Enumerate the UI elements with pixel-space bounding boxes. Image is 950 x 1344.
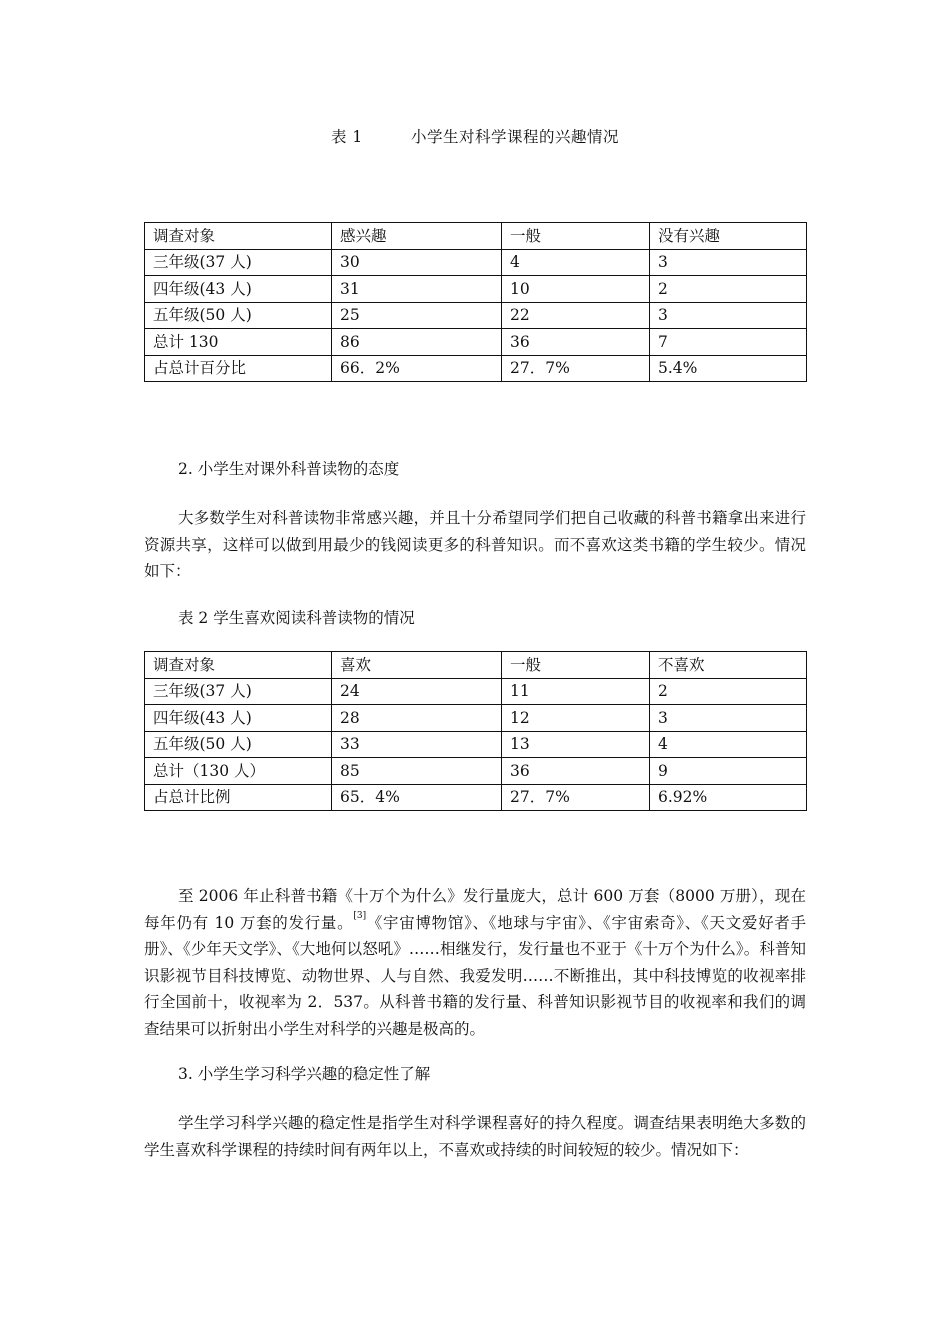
table1-caption-title: 小学生对科学课程的兴趣情况 <box>410 128 619 146</box>
table-cell: 27．7% <box>502 355 650 382</box>
table-cell: 五年级(50 人) <box>145 731 332 758</box>
table-cell: 13 <box>502 731 650 758</box>
section2-heading: 2. 小学生对课外科普读物的态度 <box>178 460 400 478</box>
reading-table <box>144 651 807 811</box>
table-cell: 66．2% <box>332 355 502 382</box>
table-cell: 占总计比例 <box>145 784 332 811</box>
header-cell: 喜欢 <box>332 652 502 679</box>
table-cell: 总计（130 人） <box>145 758 332 785</box>
table-cell: 2 <box>650 276 807 303</box>
table-cell: 24 <box>332 678 502 705</box>
table-row <box>145 784 807 811</box>
table-row <box>145 355 807 382</box>
table-row <box>145 302 807 329</box>
table-cell: 36 <box>502 329 650 356</box>
table-cell: 25 <box>332 302 502 329</box>
paragraph-3-part2: 《宇宙博物馆》、《地球与宇宙》、《宇宙索奇》、《天文爱好者手册》、《少年天文学》、《大地何以怒吼》……相继发行，发行量也不亚于《十万个为什么》。科普知识影视节目科技博览、动物世界、人与自然、我爱发明……不断推出，其中科技博览的收视率排行全国前十，收视率为 2．537。从科普书籍的发行量、科普知识影视节目的收视率和我们的调查结果可以折射出小学生对科学的兴趣是极高的。 <box>144 913 806 1038</box>
table-cell: 65．4% <box>332 784 502 811</box>
table1-caption <box>0 125 950 147</box>
table-cell: 4 <box>650 731 807 758</box>
table-cell: 7 <box>650 329 807 356</box>
table-cell: 10 <box>502 276 650 303</box>
header-cell: 感兴趣 <box>332 223 502 250</box>
table1-caption-label: 表 1 <box>330 128 363 146</box>
table-cell: 4 <box>502 249 650 276</box>
table-cell: 3 <box>650 302 807 329</box>
table-cell: 四年级(43 人) <box>145 276 332 303</box>
table-cell: 9 <box>650 758 807 785</box>
table-cell: 22 <box>502 302 650 329</box>
table-cell: 三年级(37 人) <box>145 678 332 705</box>
table-cell: 占总计百分比 <box>145 355 332 382</box>
paragraph-3-part1: 至 2006 年止科普书籍《十万个为什么》发行量庞大，总计 600 万套（8000 万册），现在每年仍有 10 万套的发行量。 <box>144 887 806 932</box>
interest-table <box>144 222 807 382</box>
table-cell: 28 <box>332 705 502 732</box>
table-cell: 三年级(37 人) <box>145 249 332 276</box>
table-cell: 四年级(43 人) <box>145 705 332 732</box>
table-row <box>145 705 807 732</box>
table-cell: 2 <box>650 678 807 705</box>
table-cell: 3 <box>650 249 807 276</box>
table-cell: 30 <box>332 249 502 276</box>
table-cell: 五年级(50 人) <box>145 302 332 329</box>
paragraph-3 <box>144 883 806 1042</box>
header-cell: 一般 <box>502 223 650 250</box>
header-cell: 调查对象 <box>145 652 332 679</box>
table-cell: 33 <box>332 731 502 758</box>
table-cell: 31 <box>332 276 502 303</box>
header-cell: 一般 <box>502 652 650 679</box>
table-cell: 86 <box>332 329 502 356</box>
table-row <box>145 329 807 356</box>
table-row <box>145 731 807 758</box>
table-cell: 总计 130 <box>145 329 332 356</box>
table-cell: 27．7% <box>502 784 650 811</box>
table-cell: 6.92% <box>650 784 807 811</box>
section3-heading: 3. 小学生学习科学兴趣的稳定性了解 <box>178 1065 431 1083</box>
table-row <box>145 678 807 705</box>
table-row <box>145 249 807 276</box>
table-cell: 12 <box>502 705 650 732</box>
table-cell: 3 <box>650 705 807 732</box>
table2-caption: 表 2 学生喜欢阅读科普读物的情况 <box>178 609 415 627</box>
header-cell: 不喜欢 <box>650 652 807 679</box>
citation-ref[interactable]: [3] <box>353 910 367 921</box>
table-row <box>145 276 807 303</box>
table-cell: 5.4% <box>650 355 807 382</box>
table-row <box>145 758 807 785</box>
table-header-row <box>145 652 807 679</box>
table-cell: 36 <box>502 758 650 785</box>
table-cell: 11 <box>502 678 650 705</box>
header-cell: 调查对象 <box>145 223 332 250</box>
section3-paragraph: 学生学习科学兴趣的稳定性是指学生对科学课程喜好的持久程度。调查结果表明绝大多数的学生喜欢科学课程的持续时间有两年以上，不喜欢或持续的时间较短的较少。情况如下： <box>144 1114 806 1159</box>
table-cell: 85 <box>332 758 502 785</box>
table-header-row <box>145 223 807 250</box>
header-cell: 没有兴趣 <box>650 223 807 250</box>
section2-paragraph: 大多数学生对科普读物非常感兴趣，并且十分希望同学们把自己收藏的科普书籍拿出来进行资源共享，这样可以做到用最少的钱阅读更多的科普知识。而不喜欢这类书籍的学生较少。情况如下： <box>144 509 806 580</box>
